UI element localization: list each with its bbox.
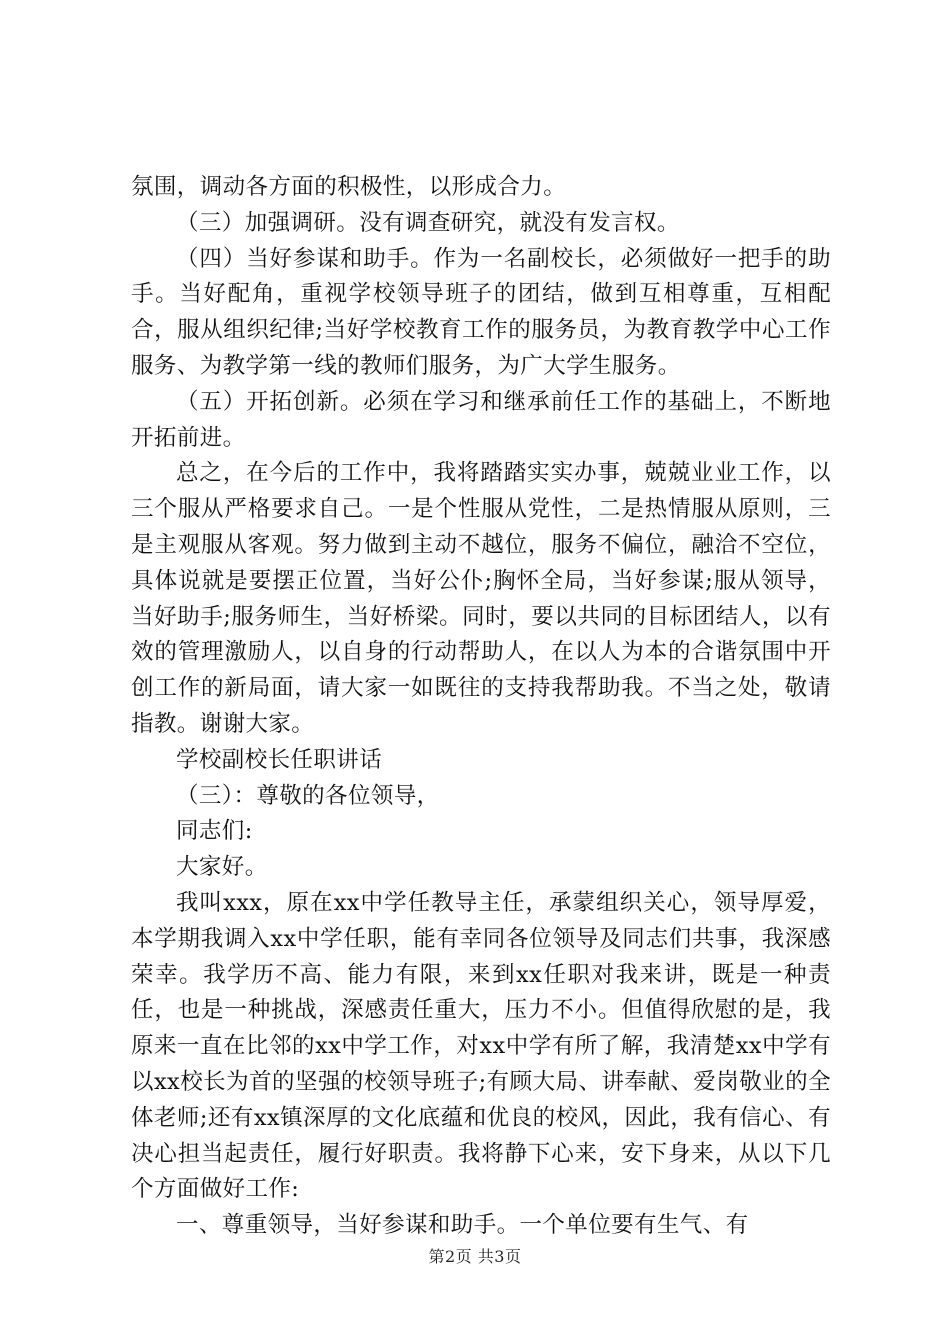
speech-title: 学校副校长任职讲话: [176, 746, 383, 773]
salutation-leaders: （三）：尊敬的各位领导，: [176, 782, 440, 809]
paragraph-introduction: 我叫xxx，原在xx中学任教导主任，承蒙组织关心，领导厚爱，本学期我调入xx中学任职，能有幸同各位领导及同志们共事，我深感荣幸。我学历不高、能力有限，来到xx任职对我来讲，既是一种责任，也是一种挑战，深感责任重大，压力不小。但值得欣慰的是，我原来一直在比邻的xx中学工作，对xx中学有所了解，我清楚xx中学有以xx校长为首的坚强的校领导班子;有顾大局、讲奉献、爱岗敬业的全体老师;还有xx镇深厚的文化底蕴和优良的校风，因此，我有信心、有决心担当起责任，履行好职责。我将静下心来，安下身来，从以下几个方面做好工作:: [131, 889, 831, 1203]
paragraph-conclusion: 总之，在今后的工作中，我将踏踏实实办事，兢兢业业工作，以三个服从严格要求自己。一是个性服从党性，二是热情服从原则，三是主观服从客观。努力做到主动不越位，服务不偏位，融洽不空位，具体说就是要摆正位置，当好公仆;胸怀全局，当好参谋;服从领导，当好助手;服务师生，当好桥梁。同时，要以共同的目标团结人，以有效的管理激励人，以自身的行动帮助人，在以人为本的合谐氛围中开创工作的新局面，请大家一如既往的支持我帮助我。不当之处，敬请指教。谢谢大家。: [131, 460, 831, 737]
paragraph-section-four: （四）当好参谋和助手。作为一名副校长，必须做好一把手的助手。当好配角，重视学校领导班子的团结，做到互相尊重，互相配合，服从组织纪律;当好学校教育工作的服务员，为教育教学中心工作服务、为教学第一线的教师们服务，为广大学生服务。: [131, 245, 831, 379]
paragraph-section-five: （五）开拓创新。必须在学习和继承前任工作的基础上，不断地开拓前进。: [131, 388, 831, 451]
page-footer: 第2页 共3页: [428, 1247, 522, 1266]
document-body: [131, 170, 831, 1244]
greeting: 大家好。: [176, 854, 268, 881]
salutation-colleagues: 同志们:: [176, 818, 253, 845]
paragraph-point-one: 一、尊重领导，当好参谋和助手。一个单位要有生气、有: [176, 1212, 749, 1239]
paragraph-section-three: （三）加强调研。没有调查研究，就没有发言权。: [176, 209, 680, 236]
paragraph-continuation: 氛围，调动各方面的积极性，以形成合力。: [131, 174, 567, 200]
